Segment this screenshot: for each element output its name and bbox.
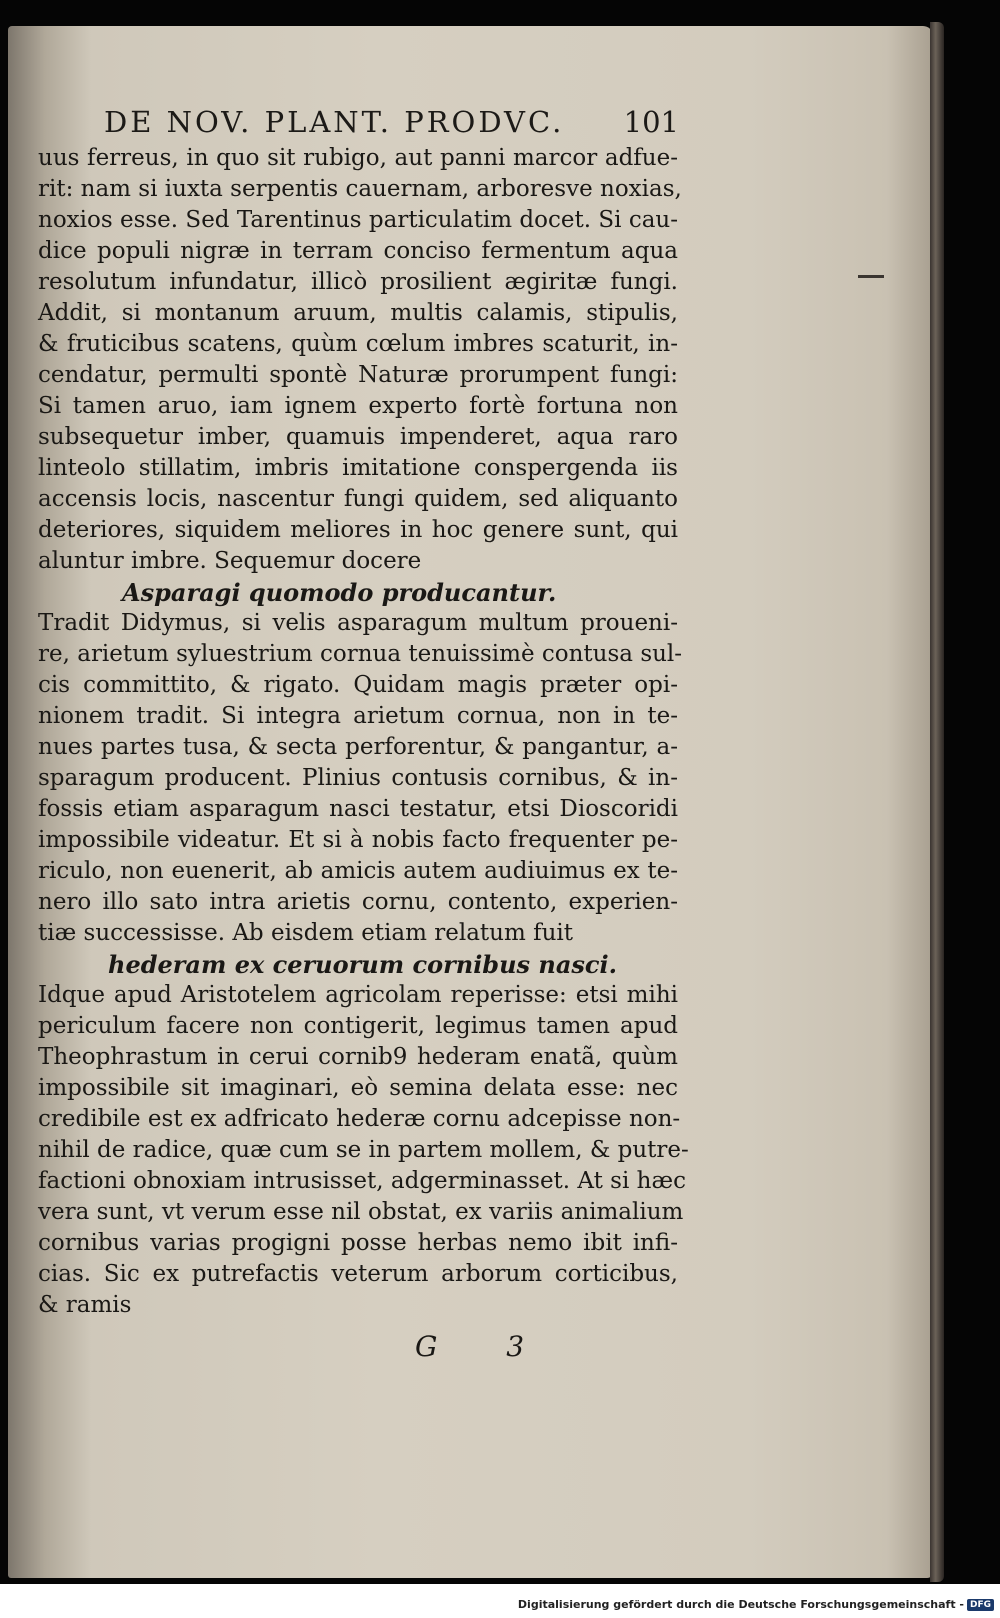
text-block-3 bbox=[38, 980, 689, 1321]
text-line: riculo, non euenerit, ab amicis autem audiuimus ex te- bbox=[38, 858, 678, 884]
credit-text: Digitalisierung gefördert durch die Deutsche Forschungsgemeinschaft - bbox=[517, 1598, 964, 1611]
text-line: aluntur imbre. Sequemur docere bbox=[38, 548, 422, 574]
text-line: tiæ successisse. Ab eisdem etiam relatum fuit bbox=[38, 920, 574, 946]
text-line: deteriores, siquidem meliores in hoc genere sunt, qui bbox=[38, 517, 678, 543]
text-line: & fruticibus scatens, quùm cœlum imbres scaturit, in- bbox=[38, 331, 678, 357]
text-line: impossibile sit imaginari, eò semina delata esse: nec bbox=[38, 1075, 678, 1101]
text-line: credibile est ex adfricato hederæ cornu adcepisse non- bbox=[38, 1106, 681, 1132]
text-line: Si tamen aruo, iam ignem experto fortè fortuna non bbox=[38, 393, 678, 419]
page-edge bbox=[930, 22, 944, 1582]
text-line: noxios esse. Sed Tarentinus particulatim docet. Si cau- bbox=[38, 207, 678, 233]
text-line: linteolo stillatim, imbris imitatione conspergenda iis bbox=[38, 455, 678, 481]
text-line: Theophrastum in cerui cornib9 hederam enatã, quùm bbox=[38, 1044, 678, 1070]
page-body bbox=[38, 143, 689, 1321]
text-line: nues partes tusa, & secta perforentur, & pangantur, a- bbox=[38, 734, 678, 760]
text-line: sparagum producent. Plinius contusis cornibus, & in- bbox=[38, 765, 678, 791]
text-line: fossis etiam asparagum nasci testatur, etsi Dioscoridi bbox=[38, 796, 678, 822]
text-line: dice populi nigræ in terram conciso fermentum aqua bbox=[38, 238, 678, 264]
running-header bbox=[104, 105, 679, 139]
text-line: accensis locis, nascentur fungi quidem, sed aliquanto bbox=[38, 486, 678, 512]
text-block-2 bbox=[38, 608, 683, 949]
margin-mark bbox=[858, 275, 884, 278]
text-line: cendatur, permulti spontè Naturæ prorumpent fungi: bbox=[38, 362, 678, 388]
text-line: factioni obnoxiam intrusisset, adgerminasset. At si hæc bbox=[38, 1168, 686, 1194]
text-line: impossibile videatur. Et si à nobis facto frequenter pe- bbox=[38, 827, 678, 853]
text-line: cis committito, & rigato. Quidam magis præter opi- bbox=[38, 672, 678, 698]
text-line: vera sunt, vt verum esse nil obstat, ex variis animalium bbox=[38, 1199, 684, 1225]
text-line: re, arietum syluestrium cornua tenuissimè contusa sul- bbox=[38, 641, 683, 667]
text-line: nihil de radice, quæ cum se in partem mollem, & putre- bbox=[38, 1137, 689, 1163]
text-line: resolutum infundatur, illicò prosilient ægiritæ fungi. bbox=[38, 269, 678, 295]
signature-mark: G 3 bbox=[415, 1330, 555, 1363]
text-line: rit: nam si iuxta serpentis cauernam, arboresve noxias, bbox=[38, 176, 682, 202]
digitization-credit bbox=[518, 1598, 994, 1611]
text-line: cornibus varias progigni posse herbas nemo ibit infi- bbox=[38, 1230, 678, 1256]
page-number: 101 bbox=[623, 105, 679, 139]
text-line: Tradit Didymus, si velis asparagum multum proueni- bbox=[38, 610, 678, 636]
section-heading-asparagi: Asparagi quomodo producantur. bbox=[122, 578, 557, 607]
text-line: nero illo sato intra arietis cornu, contento, experien- bbox=[38, 889, 678, 915]
text-line: periculum facere non contigerit, legimus tamen apud bbox=[38, 1013, 678, 1039]
dfg-logo: DFG bbox=[967, 1599, 994, 1611]
text-block-1 bbox=[38, 143, 682, 577]
text-line: & ramis bbox=[38, 1292, 132, 1318]
section-heading-hederam: hederam ex ceruorum cornibus nasci. bbox=[108, 950, 618, 979]
text-line: cias. Sic ex putrefactis veterum arborum corticibus, bbox=[38, 1261, 678, 1287]
text-line: nionem tradit. Si integra arietum cornua, non in te- bbox=[38, 703, 678, 729]
running-title: DE NOV. PLANT. PRODVC. bbox=[104, 105, 565, 139]
text-line: Addit, si montanum aruum, multis calamis, stipulis, bbox=[38, 300, 678, 326]
text-line: subsequetur imber, quamuis impenderet, aqua raro bbox=[38, 424, 678, 450]
text-line: Idque apud Aristotelem agricolam reperisse: etsi mihi bbox=[38, 982, 678, 1008]
text-line: uus ferreus, in quo sit rubigo, aut panni marcor adfue- bbox=[38, 145, 678, 171]
